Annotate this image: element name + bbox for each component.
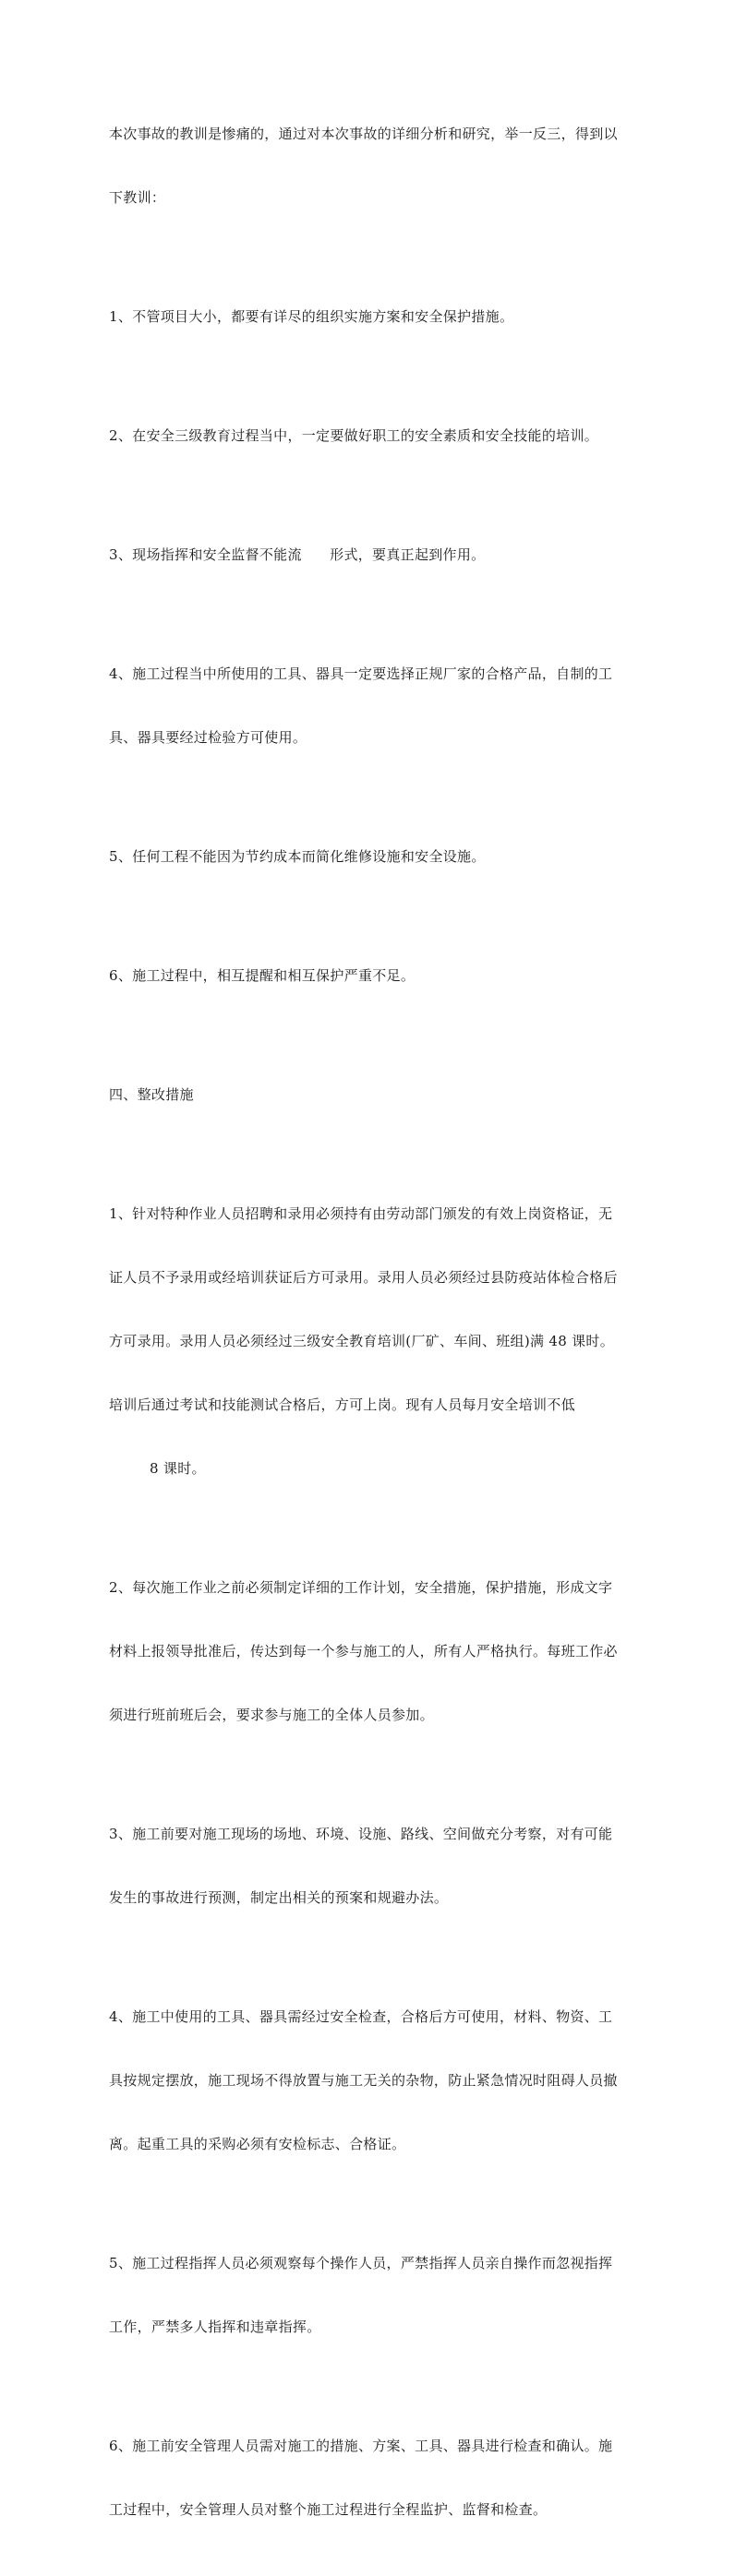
text-line: 发生的事故进行预测，制定出相关的预案和规避办法。 <box>109 1889 449 1906</box>
text-line: 5、施工过程指挥人员必须观察每个操作人员，严禁指挥人员亲自操作而忽视指挥 <box>109 2255 613 2271</box>
text-line: 证人员不予录用或经培训获证后方可录用。录用人员必须经过县防疫站体检合格后 <box>109 1269 618 1286</box>
text-line: 培训后通过考试和技能测试合格后，方可上岗。现有人员每月安全培训不低 <box>109 1396 575 1413</box>
text-line: 材料上报领导批准后，传达到每一个参与施工的人，所有人严格执行。每班工作必 <box>109 1643 618 1659</box>
text-line: 具、器具要经过检验方可使用。 <box>109 729 307 746</box>
measure-item-1 <box>109 1161 632 1522</box>
text-line: 2、在安全三级教育过程当中，一定要做好职工的安全素质和安全技能的培训。 <box>109 427 599 444</box>
text-line: 工作，严禁多人指挥和违章指挥。 <box>109 2318 321 2335</box>
measure-item-2 <box>109 1535 632 1768</box>
text-line: 3、施工前要对施工现场的场地、环境、设施、路线、空间做充分考察，对有可能 <box>109 1826 613 1842</box>
text-line: 下教训： <box>109 189 166 206</box>
measure-item-6 <box>109 2393 632 2563</box>
text-line: 4、施工过程当中所使用的工具、器具一定要选择正规厂家的合格产品，自制的工 <box>109 665 613 682</box>
text-line: 方可录用。录用人员必须经过三级安全教育培训(厂矿、车间、班组)满 48 课时。 <box>109 1333 615 1349</box>
text-line: 1、不管项目大小，都要有详尽的组织实施方案和安全保护措施。 <box>109 308 514 325</box>
text-line: 具按规定摆放，施工现场不得放置与施工无关的杂物，防止紧急情况时阻碍人员撤 <box>109 2072 618 2089</box>
measure-item-3 <box>109 1781 632 1951</box>
lesson-item-3 <box>109 502 632 608</box>
text-line: 3、现场指挥和安全监督不能流 形式，要真正起到作用。 <box>109 546 486 563</box>
text-line: 8 课时。 <box>150 1460 206 1477</box>
lesson-item-6 <box>109 923 632 1029</box>
text-line: 离。起重工具的采购必须有安检标志、合格证。 <box>109 2136 406 2152</box>
lesson-item-4 <box>109 621 632 791</box>
text-line: 4、施工中使用的工具、器具需经过安全检查，合格后方可使用，材料、物资、工 <box>109 2008 613 2025</box>
heading-text: 四、整改措施 <box>109 1086 194 1103</box>
section-heading <box>109 1042 632 1148</box>
lesson-item-2 <box>109 383 632 489</box>
text-line: 6、施工前安全管理人员需对施工的措施、方案、工具、器具进行检查和确认。施 <box>109 2438 613 2454</box>
document-page <box>109 81 632 2576</box>
text-line: 须进行班前班后会，要求参与施工的全体人员参加。 <box>109 1707 434 1723</box>
text-line: 5、任何工程不能因为节约成本而简化维修设施和安全设施。 <box>109 848 486 865</box>
text-line: 1、针对特种作业人员招聘和录用必须持有由劳动部门颁发的有效上岗资格证，无 <box>109 1205 613 1222</box>
text-line: 6、施工过程中，相互提醒和相互保护严重不足。 <box>109 967 416 984</box>
text-line: 工过程中，安全管理人员对整个施工过程进行全程监护、监督和检查。 <box>109 2501 548 2518</box>
measure-item-4 <box>109 1964 632 2198</box>
lessons-intro-paragraph <box>109 81 632 251</box>
text-line: 本次事故的教训是惨痛的，通过对本次事故的详细分析和研究，举一反三，得到以 <box>109 126 618 142</box>
measure-item-5 <box>109 2211 632 2380</box>
lesson-item-5 <box>109 804 632 910</box>
lesson-item-1 <box>109 264 632 370</box>
text-line: 2、每次施工作业之前必须制定详细的工作计划，安全措施，保护措施，形成文字 <box>109 1579 613 1596</box>
